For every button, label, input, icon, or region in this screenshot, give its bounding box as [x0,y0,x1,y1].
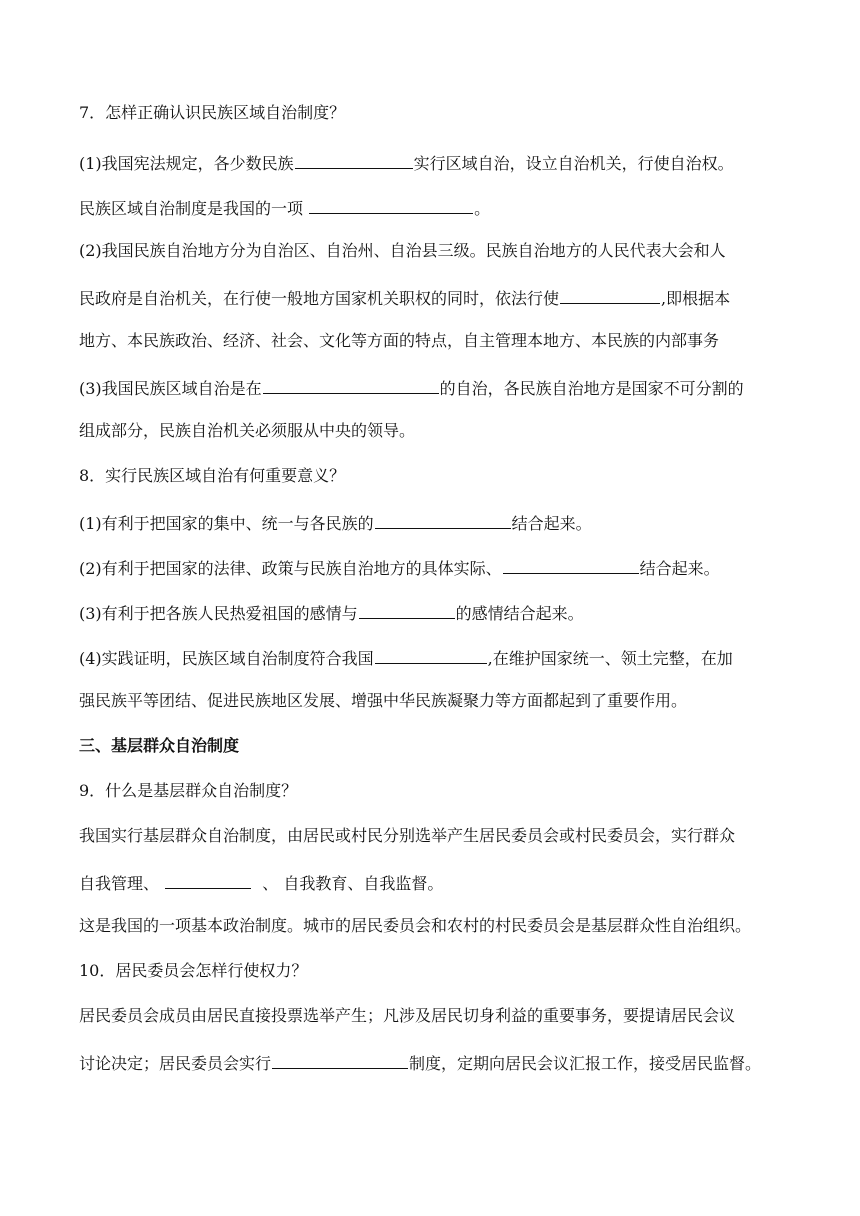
q7-p1-line1 [79,151,734,174]
answer-blank[interactable] [503,556,639,574]
q9-title: 9．什么是基层群众自治制度？ [79,781,298,800]
q7-p2-text-c: ,即根据本 [661,289,731,308]
q8-p4-line1 [79,646,733,669]
q7-p1-text-b: 实行区域自治，设立自治机关，行使自治权。 [413,154,734,173]
q8-p4-line2: 强民族平等团结、促进民族地区发展、增强中华民族凝聚力等方面都起到了重要作用。 [79,691,688,710]
answer-blank[interactable] [375,646,487,664]
q8-p1-text-b: 结合起来。 [511,514,592,533]
q8-title: 8．实行民族区域自治有何重要意义？ [79,466,346,485]
answer-blank[interactable] [375,511,511,529]
answer-blank[interactable] [359,601,455,619]
q7-p3-text-b: 的自治，各民族自治地方是国家不可分割的 [439,379,744,398]
q7-p3-line2: 组成部分，民族自治机关必须服从中央的领导。 [79,421,416,440]
answer-blank[interactable] [263,376,439,394]
q10-p1-line1: 居民委员会成员由居民直接投票选举产生；凡涉及居民切身利益的重要事务，要提请居民会议 [79,1006,736,1025]
q8-p4-text-b: ,在维护国家统一、领土完整，在加 [487,649,733,668]
answer-blank[interactable] [272,1051,408,1069]
q10-p1-text-b: 讨论决定；居民委员会实行 [79,1054,272,1073]
q10-title: 10．居民委员会怎样行使权力？ [79,961,308,980]
answer-blank[interactable] [295,151,413,169]
q8-p2-text-a: (2)有利于把国家的法律、政策与民族自治地方的具体实际、 [79,559,502,578]
q10-p1-line2 [79,1051,761,1074]
q7-p1-text-c: 民族区域自治制度是我国的一项 [79,199,304,218]
q8-p2 [79,556,720,579]
answer-blank[interactable] [165,871,251,889]
q8-p3 [79,601,584,624]
q7-p1-text-a: (1)我国宪法规定，各少数民族 [79,154,294,173]
q7-p1-line2 [79,196,490,219]
q7-p2-text-b: 民政府是自治机关，在行使一般地方国家机关职权的同时，依法行使 [79,289,560,308]
q7-p2-line3: 地方、本民族政治、经济、社会、文化等方面的特点，自主管理本地方、本民族的内部事务 [79,331,720,350]
q9-p1-text-c: 、 自我教育、自我监督。 [262,874,444,893]
q9-p1-line2 [79,871,443,894]
q10-p1-text-c: 制度，定期向居民会议汇报工作，接受居民监督。 [409,1054,762,1073]
q7-p2-line2 [79,286,730,309]
q8-p1 [79,511,592,534]
q7-title: 7．怎样正确认识民族区域自治制度？ [79,103,346,122]
q8-p2-text-b: 结合起来。 [639,559,720,578]
q7-p3-line1 [79,376,744,399]
q9-p2: 这是我国的一项基本政治制度。城市的居民委员会和农村的村民委员会是基层群众性自治组织。 [79,916,752,935]
q7-p3-text-a: (3)我国民族区域自治是在 [79,379,262,398]
q8-p3-text-b: 的感情结合起来。 [455,604,584,623]
q8-p3-text-a: (3)有利于把各族人民热爱祖国的感情与 [79,604,358,623]
q9-p1-line1: 我国实行基层群众自治制度，由居民或村民分别选举产生居民委员会或村民委员会，实行群众 [79,826,736,845]
section-heading: 三、基层群众自治制度 [79,736,240,755]
q9-p1-text-b: 自我管理、 [79,874,160,893]
answer-blank[interactable] [309,196,473,214]
q8-p1-text-a: (1)有利于把国家的集中、统一与各民族的 [79,514,374,533]
q7-p2-line1: (2)我国民族自治地方分为自治区、自治州、自治县三级。民族自治地方的人民代表大会和人 [79,241,726,260]
answer-blank[interactable] [560,286,660,304]
q7-p1-text-d: 。 [474,199,491,218]
q8-p4-text-a: (4)实践证明，民族区域自治制度符合我国 [79,649,374,668]
